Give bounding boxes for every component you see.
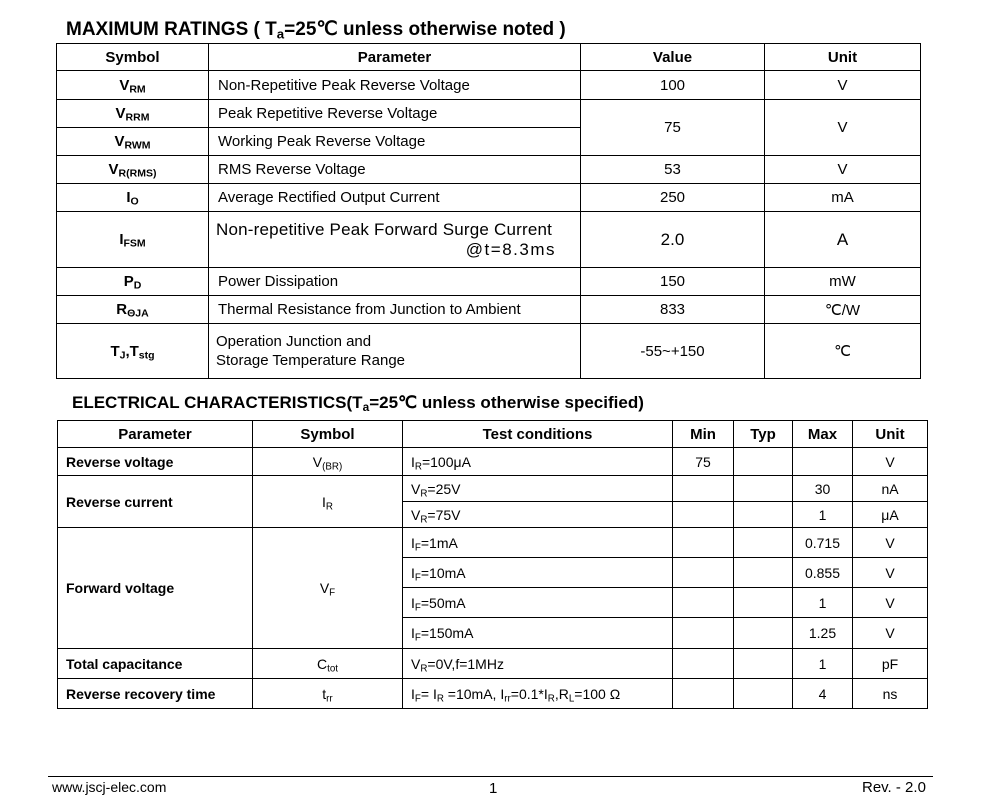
value-cell: 2.0 xyxy=(581,212,765,268)
parameter-cell: Power Dissipation xyxy=(209,268,581,296)
col-header-unit: Unit xyxy=(765,44,921,71)
typ-cell xyxy=(734,588,793,618)
min-cell: 75 xyxy=(673,448,734,476)
min-cell xyxy=(673,558,734,588)
unit-cell: μA xyxy=(853,502,928,528)
typ-cell xyxy=(734,528,793,558)
unit-cell: V xyxy=(853,588,928,618)
parameter-cell: Peak Repetitive Reverse Voltage xyxy=(209,100,581,128)
table-row xyxy=(57,100,921,128)
unit-cell: ℃ xyxy=(765,324,921,379)
col-header-conditions: Test conditions xyxy=(403,421,673,448)
symbol-cell: $R_{\Theta JA}$ xyxy=(57,296,209,324)
max-ratings-title: MAXIMUM RATINGS ( $T_a=25℃$ unless otherwise noted ) xyxy=(66,19,566,42)
min-cell xyxy=(673,502,734,528)
parameter-cell: Non-repetitive Peak Forward Surge Current @t=8.3ms xyxy=(209,212,581,268)
parameter-cell: Average Rectified Output Current xyxy=(209,184,581,212)
col-header-value: Value xyxy=(581,44,765,71)
unit-cell: V xyxy=(853,448,928,476)
max-cell: 1 xyxy=(793,502,853,528)
max-cell: 0.715 xyxy=(793,528,853,558)
col-header-unit: Unit xyxy=(853,421,928,448)
condition-cell: $I_F= I_R =10mA$, $I_{rr}=0.1*I_R,R_L=100$ Ω xyxy=(403,679,673,709)
parameter-cell: Total capacitance xyxy=(58,649,253,679)
table-row xyxy=(58,528,928,558)
symbol-cell: $T_J,T_{stg}$ xyxy=(57,324,209,379)
value-cell: -55~+150 xyxy=(581,324,765,379)
table-row xyxy=(58,448,928,476)
unit-cell: V xyxy=(853,558,928,588)
min-cell xyxy=(673,476,734,502)
symbol-cell: $P_D$ xyxy=(57,268,209,296)
revision-label: Rev. - 2.0 xyxy=(862,779,926,796)
condition-cell: $I_F=50mA$ xyxy=(403,588,673,618)
min-cell xyxy=(673,679,734,709)
parameter-cell: Thermal Resistance from Junction to Ambient xyxy=(209,296,581,324)
max-cell: 1.25 xyxy=(793,618,853,649)
table-row xyxy=(58,476,928,502)
max-cell: 4 xyxy=(793,679,853,709)
typ-cell xyxy=(734,618,793,649)
min-cell xyxy=(673,618,734,649)
value-cell: 75 xyxy=(581,100,765,156)
symbol-cell: $V_{RM}$ xyxy=(57,71,209,100)
table-header-row xyxy=(57,44,921,71)
parameter-cell: Forward voltage xyxy=(58,528,253,649)
table-row xyxy=(57,324,921,379)
value-cell: 833 xyxy=(581,296,765,324)
min-cell xyxy=(673,588,734,618)
value-cell: 53 xyxy=(581,156,765,184)
condition-cell: $I_R=100\mu A$ xyxy=(403,448,673,476)
parameter-cell: Working Peak Reverse Voltage xyxy=(209,128,581,156)
symbol-cell: $V_{RRM}$ xyxy=(57,100,209,128)
typ-cell xyxy=(734,448,793,476)
symbol-cell: $I_{FSM}$ xyxy=(57,212,209,268)
unit-cell: V xyxy=(853,618,928,649)
condition-cell: $I_F=10mA$ xyxy=(403,558,673,588)
col-header-parameter: Parameter xyxy=(58,421,253,448)
unit-cell: V xyxy=(765,156,921,184)
typ-cell xyxy=(734,502,793,528)
value-cell: 100 xyxy=(581,71,765,100)
parameter-cell: Reverse voltage xyxy=(58,448,253,476)
col-header-min: Min xyxy=(673,421,734,448)
unit-cell: nA xyxy=(853,476,928,502)
table-row xyxy=(57,71,921,100)
symbol-cell: $t_{rr}$ xyxy=(253,679,403,709)
max-cell: 0.855 xyxy=(793,558,853,588)
unit-cell: V xyxy=(765,100,921,156)
parameter-cell: Reverse recovery time xyxy=(58,679,253,709)
col-header-symbol: Symbol xyxy=(57,44,209,71)
symbol-cell: $V_{RWM}$ xyxy=(57,128,209,156)
parameter-cell: Operation Junction and Storage Temperature Range xyxy=(209,324,581,379)
table-header-row xyxy=(58,421,928,448)
symbol-cell: $C_{tot}$ xyxy=(253,649,403,679)
condition-cell: $I_F=150mA$ xyxy=(403,618,673,649)
unit-cell: A xyxy=(765,212,921,268)
symbol-cell: $V_{R(RMS)}$ xyxy=(57,156,209,184)
unit-cell: pF xyxy=(853,649,928,679)
max-cell: 30 xyxy=(793,476,853,502)
condition-cell: $V_R=25V$ xyxy=(403,476,673,502)
symbol-cell: $V_F$ xyxy=(253,528,403,649)
value-cell: 250 xyxy=(581,184,765,212)
col-header-max: Max xyxy=(793,421,853,448)
unit-cell: V xyxy=(765,71,921,100)
table-row xyxy=(57,156,921,184)
symbol-cell: $I_R$ xyxy=(253,476,403,528)
condition-cell: $V_R=0V,f=1MHz$ xyxy=(403,649,673,679)
max-cell xyxy=(793,448,853,476)
typ-cell xyxy=(734,649,793,679)
table-row xyxy=(57,212,921,268)
condition-cell: $I_F=1mA$ xyxy=(403,528,673,558)
table-row xyxy=(58,679,928,709)
table-row xyxy=(57,184,921,212)
electrical-characteristics-table xyxy=(57,420,928,709)
typ-cell xyxy=(734,558,793,588)
max-cell: 1 xyxy=(793,649,853,679)
min-cell xyxy=(673,649,734,679)
typ-cell xyxy=(734,476,793,502)
table-row xyxy=(57,296,921,324)
unit-cell: mW xyxy=(765,268,921,296)
min-cell xyxy=(673,528,734,558)
table-row xyxy=(57,268,921,296)
page-number: 1 xyxy=(489,780,498,797)
symbol-cell: $I_O$ xyxy=(57,184,209,212)
footer-website[interactable]: www.jscj-elec.com xyxy=(52,779,167,795)
max-ratings-table xyxy=(56,43,921,379)
unit-cell: ns xyxy=(853,679,928,709)
typ-cell xyxy=(734,679,793,709)
parameter-cell: RMS Reverse Voltage xyxy=(209,156,581,184)
table-row xyxy=(58,649,928,679)
unit-cell: ℃/W xyxy=(765,296,921,324)
electrical-characteristics-title: ELECTRICAL $CHARACTERISTICS(T_a=25℃$ unless otherwise specified) xyxy=(72,393,644,414)
footer-divider xyxy=(48,776,933,777)
max-cell: 1 xyxy=(793,588,853,618)
symbol-cell: $V_{(BR)}$ xyxy=(253,448,403,476)
unit-cell: mA xyxy=(765,184,921,212)
condition-cell: $V_R=75V$ xyxy=(403,502,673,528)
value-cell: 150 xyxy=(581,268,765,296)
col-header-symbol: Symbol xyxy=(253,421,403,448)
parameter-cell: Non-Repetitive Peak Reverse Voltage xyxy=(209,71,581,100)
col-header-typ: Typ xyxy=(734,421,793,448)
col-header-parameter: Parameter xyxy=(209,44,581,71)
unit-cell: V xyxy=(853,528,928,558)
parameter-cell: Reverse current xyxy=(58,476,253,528)
